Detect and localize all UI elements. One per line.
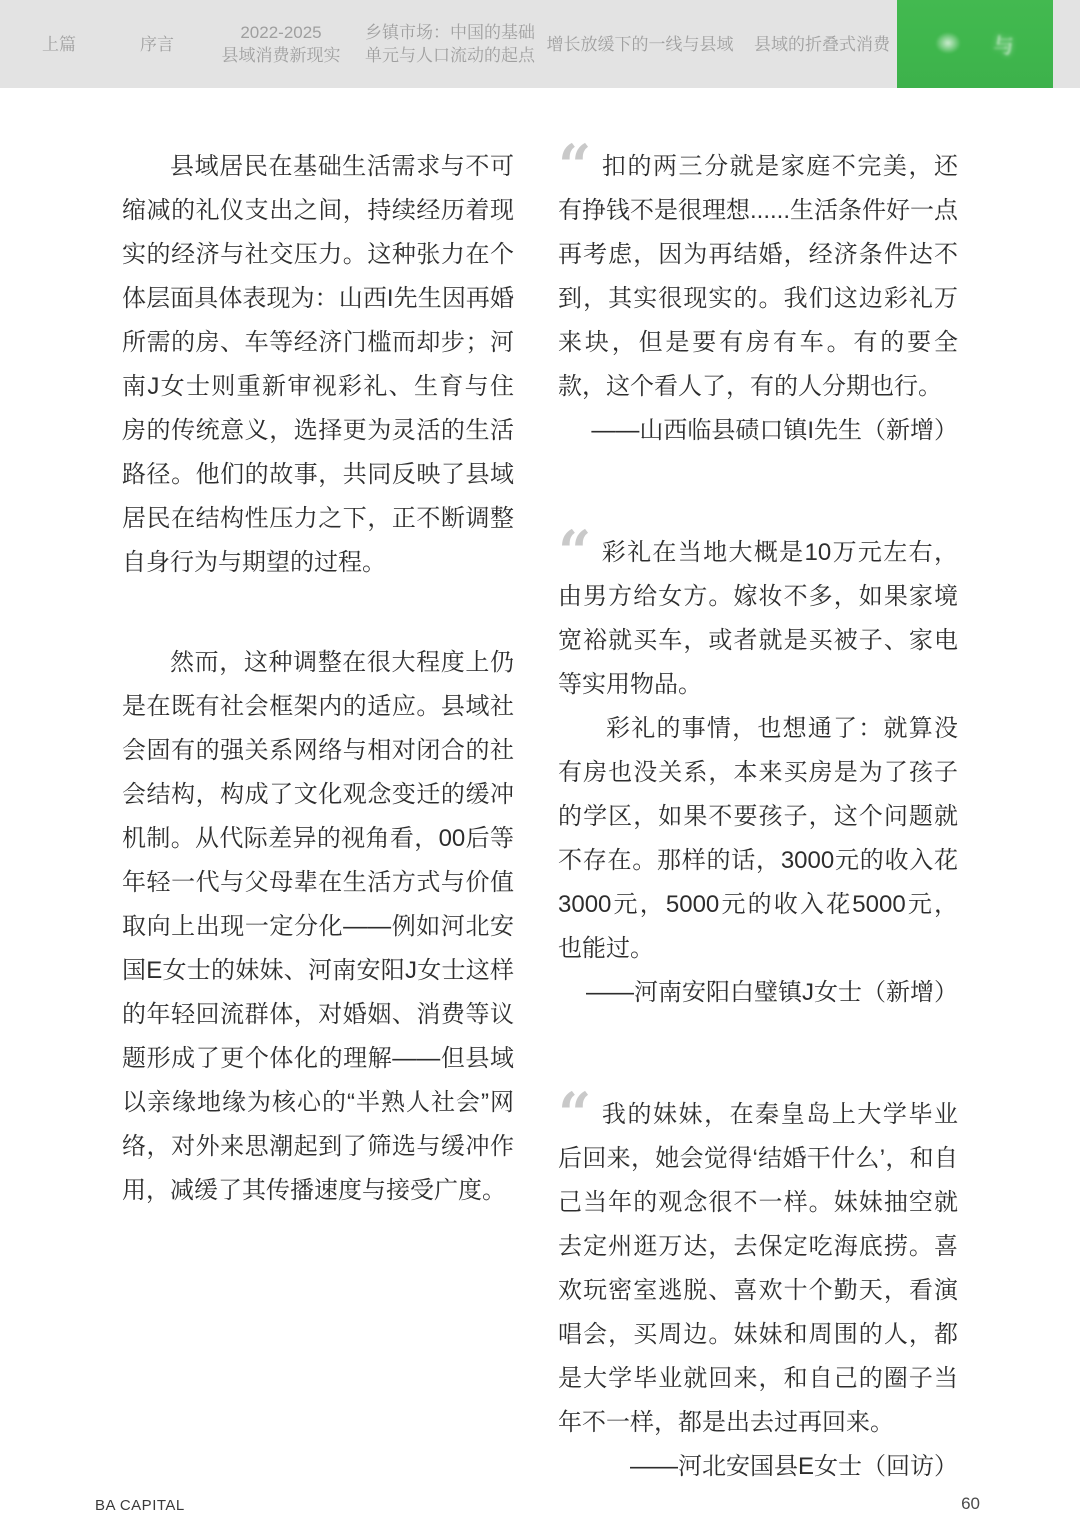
chapter-nav-bar [0, 0, 1080, 88]
quote-text: 扣的两三分就是家庭不完美，还有挣钱不是很理想......生活条件好一点再考虑，因为再结婚，经济条件达不到，其实很现实的。我们这边彩礼万来块，但是要有房有车。有的要全款，这个看人了，有的人分期也行。 [558, 153, 959, 400]
quote-attribution: ——山西临县碛口镇I先生（新增） [591, 417, 958, 444]
quote-paragraph: “ 彩礼在当地大概是10万元左右，由男方给女方。嫁妆不多，如果家境宽裕就买车，或者就是买被子、家电等实用物品。 [558, 518, 958, 698]
body-paragraph: 然而，这种调整在很大程度上仍是在既有社会框架内的适应。县域社会固有的强关系网络与相对闭合的社会结构，构成了文化观念变迁的缓冲机制。从代际差异的视角看，00后等年轻一代与父母辈在生活方式与价值取向上出现一定分化——例如河北安国E女士的妹妹、河南安阳J女士这样的年轻回流群体，对婚姻、消费等议题形成了更个体化的理解——但县域以亲缘地缘为核心的“半熟人社会”网络，对外来思潮起到了筛选与缓冲作用，减缓了其传播速度与接受广度。 [122, 649, 514, 1204]
nav-tab-label: 增长放缓下的一线与县域 [546, 34, 734, 54]
quote-attribution: ——河北安国县E女士（回访） [629, 1453, 958, 1480]
nav-tab-label: 序言 [140, 34, 174, 54]
nav-tab-zengzhang-fanghuan[interactable] [547, 0, 734, 88]
quote-text: 彩礼在当地大概是10万元左右，由男方给女方。嫁妆不多，如果家境宽裕就买车，或者就是买被子、家电等实用物品。 [558, 539, 958, 698]
interview-quote-block [558, 518, 958, 1015]
interview-quote-block [558, 132, 959, 453]
nav-tab-shangpian[interactable] [42, 0, 76, 88]
interview-quote-block [558, 1080, 958, 1489]
active-tab-partial-label: 与 [993, 35, 1014, 58]
quote-paragraph: “ 扣的两三分就是家庭不完美，还有挣钱不是很理想......生活条件好一点再考虑，因为再结婚，经济条件达不到，其实很现实的。我们这边彩礼万来块，但是要有房有车。有的要全款，这个看人了，有的人分期也行。 [558, 132, 959, 400]
footer-page-number: 60 [961, 1494, 980, 1513]
nav-tab-label: 上篇 [42, 34, 76, 54]
right-quotes-column [558, 132, 959, 1489]
left-text-column [122, 145, 514, 1213]
footer-brand-label: BA CAPITAL [95, 1497, 185, 1514]
body-paragraph: 县域居民在基础生活需求与不可缩减的礼仪支出之间，持续经历着现实的经济与社交压力。这种张力在个体层面具体表现为：山西I先生因再婚所需的房、车等经济门槛而却步；河南J女士则重新审视彩礼、生育与住房的传统意义，选择更为灵活的生活路径。他们的故事，共同反映了县域居民在结构性压力之下，正不断调整自身行为与期望的过程。 [122, 153, 514, 576]
nav-tab-active-current-chapter[interactable] [897, 0, 1053, 88]
nav-tab-label-line2: 单元与人口流动的起点 [365, 46, 535, 65]
nav-tab-zhedie-xiaofei[interactable] [754, 0, 890, 88]
nav-tab-label-line1: 乡镇市场：中国的基础 [365, 23, 535, 42]
nav-tab-xuyan[interactable] [140, 0, 174, 88]
quote-paragraph: “ 我的妹妹，在秦皇岛上大学毕业后回来，她会觉得‘结婚干什么’，和自己当年的观念很不一样。妹妹抽空就去定州逛万达，去保定吃海底捞。喜欢玩密室逃脱、喜欢十个勤天，看演唱会，买周边。妹妹和周围的人，都是大学毕业就回来，和自己的圈子当年不一样，都是出去过再回来。 [558, 1080, 958, 1436]
nav-tab-xianyu-xiaofei[interactable] [222, 0, 341, 88]
nav-tab-xiangzhen-shichang[interactable] [365, 0, 535, 88]
nav-tab-label-line1: 2022-2025 [240, 23, 322, 42]
quote-text: 我的妹妹，在秦皇岛上大学毕业后回来，她会觉得‘结婚干什么’，和自己当年的观念很不一样。妹妹抽空就去定州逛万达，去保定吃海底捞。喜欢玩密室逃脱、喜欢十个勤天，看演唱会，买周边。妹妹和周围的人，都是大学毕业就回来，和自己的圈子当年不一样，都是出去过再回来。 [558, 1101, 958, 1436]
quote-attribution: ——河南安阳白璧镇J女士（新增） [586, 979, 958, 1006]
quote-paragraph: 彩礼的事情，也想通了：就算没有房也没关系，本来买房是为了孩子的学区，如果不要孩子，这个问题就不存在。那样的话，3000元的收入花3000元，5000元的收入花5000元，也能过。 [558, 715, 958, 962]
faded-glyph-decoration [935, 32, 961, 54]
nav-tab-label: 县域的折叠式消费 [754, 34, 890, 54]
nav-tab-label-line2: 县域消费新现实 [221, 46, 341, 65]
